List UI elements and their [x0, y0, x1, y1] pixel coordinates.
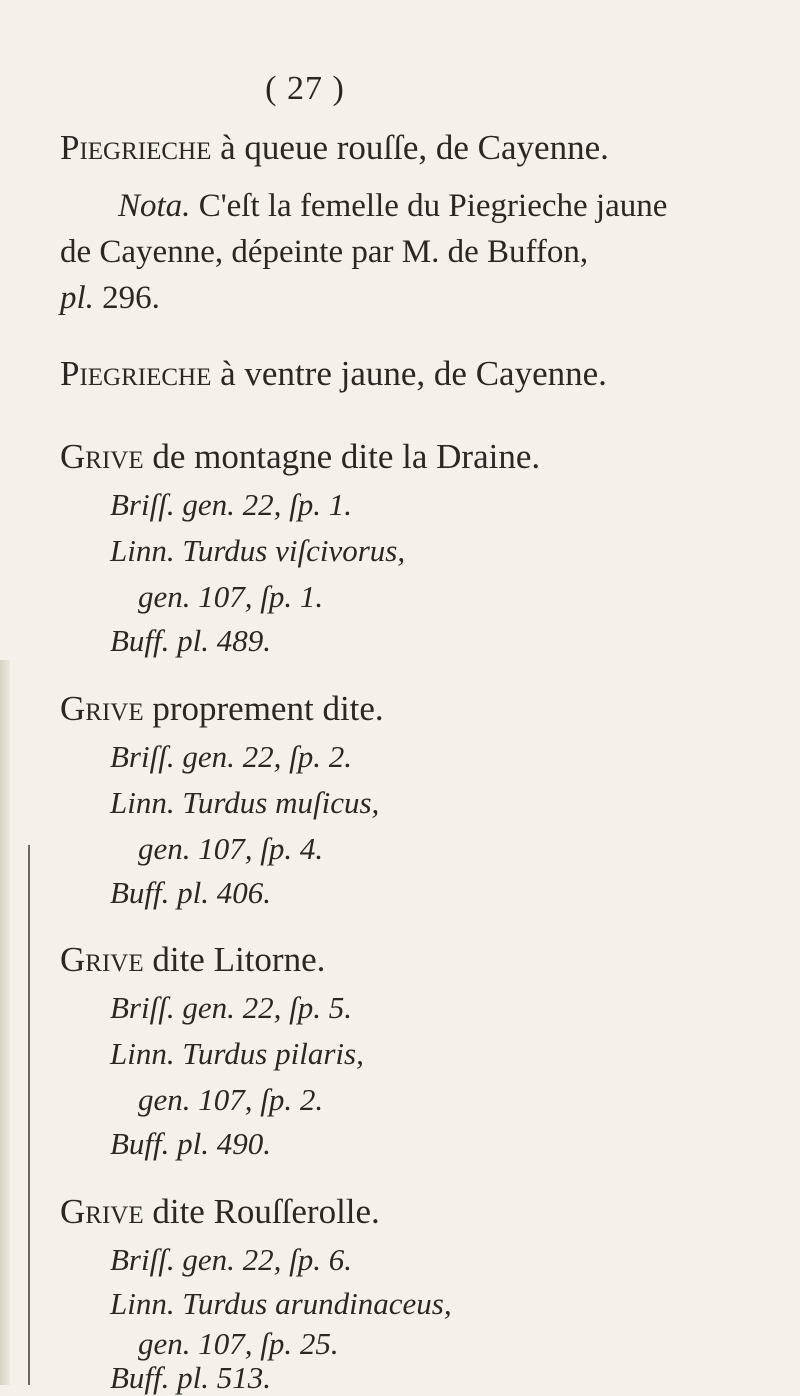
page-number: ( 27 ) [265, 70, 345, 107]
entry-caps: Grive [60, 940, 144, 979]
entry-rest: proprement dite. [143, 689, 384, 728]
linnaeus-genus-reference: gen. 107, ſp. 2. [138, 1082, 324, 1117]
entry-title [60, 354, 607, 394]
entry-rest: à queue rouſſe, de Cayenne. [211, 128, 609, 167]
entry-title [60, 940, 325, 980]
nota-line-1: C'eſt la femelle du Piegrieche jaune [190, 188, 668, 224]
brisson-reference: Briſſ. gen. 22, ſp. 2. [110, 739, 352, 774]
nota-plate-number: 296. [93, 280, 160, 316]
linnaeus-genus-reference: gen. 107, ſp. 1. [138, 579, 324, 614]
buffon-reference: Buff. pl. 406. [110, 875, 272, 910]
nota-label: Nota. [118, 188, 191, 224]
binding-rule [28, 845, 30, 1385]
entry-title [60, 437, 540, 477]
entry-caps: Piegrieche [60, 354, 212, 393]
nota-paragraph [60, 183, 750, 321]
linnaeus-reference: Linn. Turdus pilaris, [110, 1036, 364, 1071]
buffon-reference: Buff. pl. 490. [110, 1126, 272, 1161]
entry-title [60, 689, 384, 729]
linnaeus-reference: Linn. Turdus muſicus, [110, 785, 380, 820]
entry-title [60, 1192, 380, 1232]
page-binding-shadow [0, 660, 10, 1385]
entry-rest: à ventre jaune, de Cayenne. [211, 354, 607, 393]
linnaeus-genus-reference: gen. 107, ſp. 25. [138, 1326, 339, 1361]
buffon-reference: Buff. pl. 489. [110, 623, 272, 658]
linnaeus-reference: Linn. Turdus viſcivorus, [110, 533, 406, 568]
entry-caps: Grive [60, 689, 144, 728]
entry-rest: de montagne dite la Draine. [143, 437, 541, 476]
linnaeus-genus-reference: gen. 107, ſp. 4. [138, 831, 324, 866]
brisson-reference: Briſſ. gen. 22, ſp. 6. [110, 1242, 352, 1277]
brisson-reference: Briſſ. gen. 22, ſp. 5. [110, 990, 352, 1025]
entry-title [60, 128, 609, 168]
entry-caps: Grive [60, 437, 144, 476]
entry-rest: dite Litorne. [143, 940, 326, 979]
brisson-reference: Briſſ. gen. 22, ſp. 1. [110, 487, 352, 522]
entry-rest: dite Rouſſerolle. [143, 1192, 380, 1231]
entry-caps: Grive [60, 1192, 144, 1231]
nota-plate-abbrev: pl. [60, 280, 94, 316]
nota-line-2: de Cayenne, dépeinte par M. de Buffon, [60, 234, 589, 270]
entry-caps: Piegrieche [60, 128, 212, 167]
buffon-reference: Buff. pl. 513. [110, 1360, 272, 1395]
linnaeus-reference: Linn. Turdus arundinaceus, [110, 1286, 452, 1321]
